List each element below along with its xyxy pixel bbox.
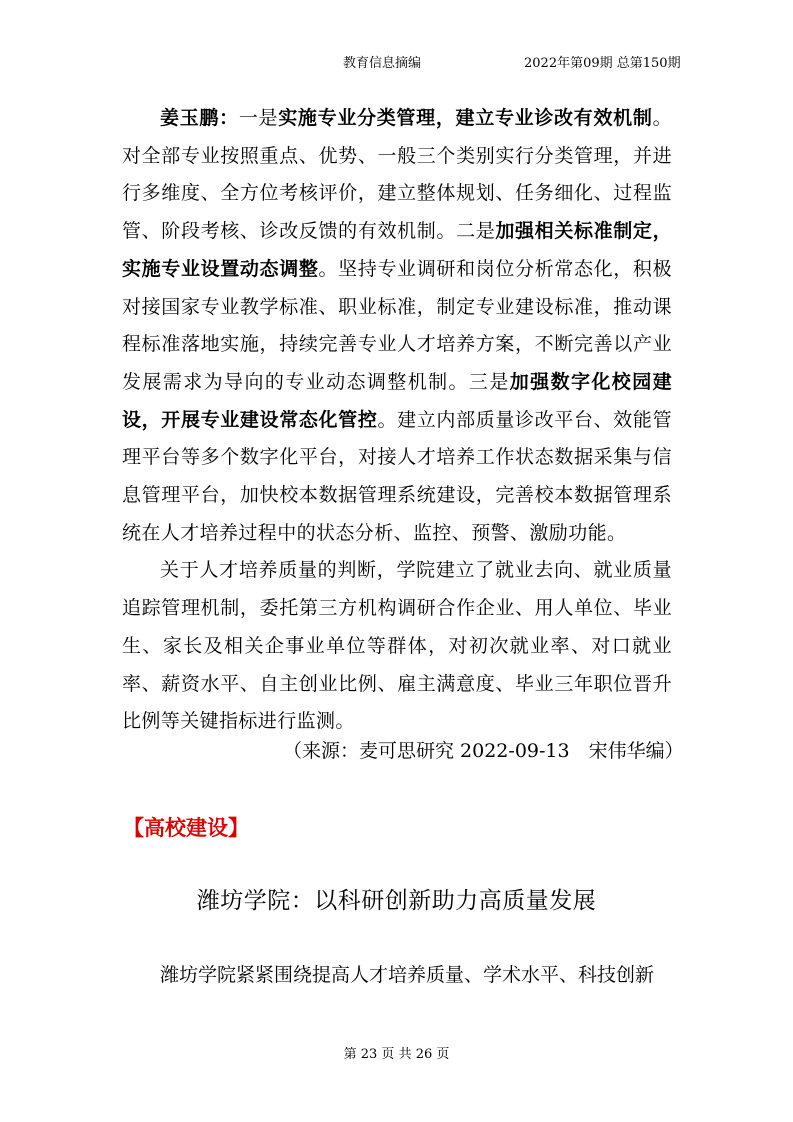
speaker-name: 姜玉鹏：: [160, 107, 239, 129]
lead-paragraph: 潍坊学院紧紧围绕提高人才培养质量、学术水平、科技创新: [160, 964, 655, 986]
text-segment: 。对全部专业按照重点、优势、一般三个类别实行分类管理，并进行多维度、全方位考核评价，建立整体规划、任务细化、过程监管、阶段考核、诊改反馈的有效机制。二是: [122, 107, 672, 243]
page-header: [0, 52, 793, 72]
page-footer: 第 23 页 共 26 页: [343, 1047, 450, 1062]
section-heading: 【高校建设】: [123, 816, 249, 840]
highlight-2: 加强相关标准制定，实施专业设置动态调整: [122, 220, 672, 280]
text-segment: 。建立内部质量诊改平台、效能管理平台等多个数字化平台，对接人才培养工作状态数据采集与信息管理平台，加快校本数据管理系统建设，完善校本数据管理系统在人才培养过程中的状态分析、监控、预警、激励功能。: [122, 408, 672, 544]
publication-name: 教育信息摘编: [343, 56, 422, 71]
text-segment: 一是: [238, 107, 279, 129]
source-citation: （来源：麦可思研究 2022-09-13 宋伟华编）: [283, 740, 684, 762]
highlight-3: 加强数字化校园建设，开展专业建设常态化管控: [122, 370, 673, 431]
article-body: [122, 100, 672, 741]
paragraph-quality: 关于人才培养质量的判断，学院建立了就业去向、就业质量追踪管理机制，委托第三方机构调研合作企业、用人单位、毕业生、家长及相关企事业单位等群体，对初次就业率、对口就业率、薪资水平、自主创业比例、雇主满意度、毕业三年职位晋升比例等关键指标进行监测。: [122, 559, 672, 733]
issue-info: 2022年第09期 总第150期: [524, 56, 681, 71]
text-segment: 。坚持专业调研和岗位分析常态化，积极对接国家专业教学标准、职业标准，制定专业建设标准，推动课程标准落地实施，持续完善专业人才培养方案，不断完善以产业发展需求为导向的专业动态调整机制。三是: [122, 257, 672, 393]
paragraph-interview: [122, 100, 672, 552]
article-title: 潍坊学院：以科研创新助力高质量发展: [196, 888, 597, 914]
highlight-1: 实施专业分类管理，建立专业诊改有效机制: [278, 107, 653, 129]
